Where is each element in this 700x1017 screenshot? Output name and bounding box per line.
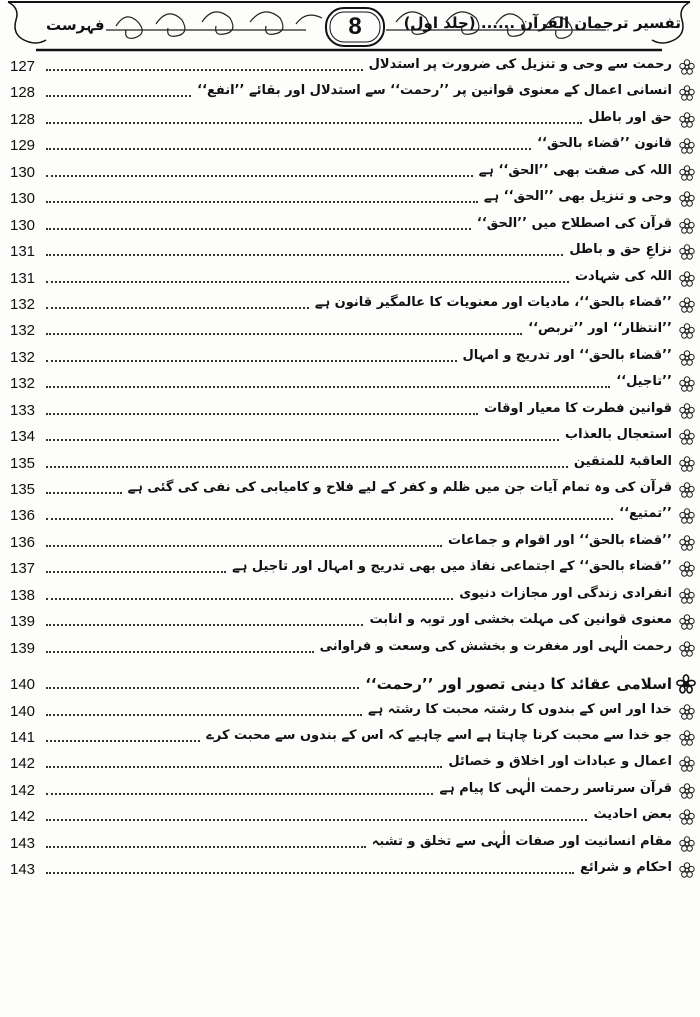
dot-leader (46, 333, 522, 335)
toc-entry-title: احکام و شرائع (574, 860, 672, 875)
toc-entry[interactable] (0, 160, 700, 186)
toc-page-number: 132 (10, 375, 36, 393)
toc-entry-title: وحی و تنزیل بھی ’’الحق‘‘ ہے (478, 189, 672, 204)
dot-leader (46, 598, 453, 600)
toc-entry-title: اللہ کی شہادت (569, 269, 672, 284)
toc-entry-title: استعجال بالعذاب (559, 427, 672, 442)
toc-entry[interactable] (0, 583, 700, 609)
toc-entry-title: اعمال و عبادات اور اخلاق و خصائل (442, 754, 672, 769)
toc-page-number: 127 (10, 58, 36, 75)
dot-leader (46, 571, 226, 573)
toc-entry-title: ’’تمتیع‘‘ (613, 506, 672, 521)
page-header (6, 0, 692, 56)
toc-page-number: 135 (10, 481, 36, 498)
dot-leader (46, 766, 442, 768)
dot-leader (46, 254, 563, 256)
toc-entry[interactable] (0, 424, 700, 450)
dot-leader (46, 492, 122, 494)
flower-bullet-icon (678, 349, 696, 367)
page-number: 8 (348, 13, 362, 40)
flower-bullet-icon (678, 455, 696, 473)
toc-entry[interactable] (0, 239, 700, 265)
toc-page-number: 136 (10, 507, 36, 525)
toc-entry[interactable] (0, 725, 700, 751)
flower-bullet-icon (678, 164, 696, 182)
dot-leader (46, 122, 582, 124)
dot-leader (46, 413, 478, 415)
toc-entry-title: مقام انسانیت اور صفات الٰہی سے تخلق و تشبہ (366, 834, 672, 849)
flower-bullet-icon (678, 217, 696, 235)
toc-entry[interactable] (0, 503, 700, 529)
dot-leader (46, 281, 569, 283)
flower-bullet-icon (676, 674, 696, 694)
toc-page-number: 130 (10, 163, 36, 181)
flower-bullet-icon (678, 428, 696, 446)
toc-page-number: 131 (10, 269, 36, 287)
dot-leader (46, 687, 359, 689)
toc-page-number: 136 (10, 533, 36, 551)
toc-entry-title: قوانین فطرت کا معیار اوقات (478, 401, 672, 416)
toc-entry[interactable] (0, 213, 700, 239)
flower-bullet-icon (678, 560, 696, 578)
toc-entry-title: انفرادی زندگی اور مجازات دنیوی (453, 586, 672, 601)
toc-page-number: 141 (10, 728, 36, 746)
dot-leader (46, 545, 442, 547)
flower-bullet-icon (678, 375, 696, 393)
toc-entry[interactable] (0, 107, 700, 133)
flower-bullet-icon (678, 861, 696, 879)
flower-bullet-icon (678, 84, 696, 102)
toc-entry-title: العاقبۃ للمتقین (568, 454, 672, 469)
flower-bullet-icon (678, 703, 696, 721)
toc-entry-title: نزاعِ حق و باطل (563, 242, 672, 257)
toc-entry-title: جو خدا سے محبت کرنا چاہتا ہے اسے چاہیے کہ اس کے بندوں سے محبت کرے (200, 728, 672, 743)
flower-bullet-icon (678, 729, 696, 747)
flower-bullet-icon (678, 190, 696, 208)
toc-entry[interactable] (0, 831, 700, 857)
flower-bullet-icon (678, 808, 696, 826)
toc-entry[interactable] (0, 636, 700, 662)
toc-entry-title: ’’قضاء بالحق‘‘، مادیات اور معنویات کا عالمگیر قانون ہے (309, 295, 672, 310)
flower-bullet-icon (678, 296, 696, 314)
flower-bullet-icon (678, 835, 696, 853)
dot-leader (46, 714, 362, 716)
toc-page-number: 137 (10, 560, 36, 578)
toc-entry[interactable] (0, 266, 700, 292)
toc-entry[interactable] (0, 54, 700, 80)
dot-leader (46, 466, 568, 468)
dot-leader (46, 439, 559, 441)
toc-page-number: 139 (10, 613, 36, 631)
toc-page-number: 132 (10, 322, 36, 340)
toc-page-number: 140 (10, 676, 36, 694)
toc-entry-title: قرآن کی وہ تمام آیات جن میں ظلم و کفر کے لیے فلاح و کامیابی کی نفی کی گئی ہے (122, 480, 672, 495)
toc-entry[interactable] (0, 345, 700, 371)
toc-section-heading[interactable] (0, 672, 700, 698)
flower-bullet-icon (678, 402, 696, 420)
section-name: فہرست (46, 16, 105, 34)
toc-entry[interactable] (0, 80, 700, 106)
toc-entry[interactable] (0, 804, 700, 830)
dot-leader (46, 201, 478, 203)
toc-entry-title: خدا اور اس کے بندوں کا رشتہ محبت کا رشتہ ہے (362, 702, 672, 717)
flower-bullet-icon (678, 534, 696, 552)
flower-bullet-icon (678, 755, 696, 773)
toc-entry-title: رحمت الٰہی اور مغفرت و بخشش کی وسعت و فراوانی (314, 639, 672, 654)
dot-leader (46, 518, 613, 520)
toc-page-number: 133 (10, 401, 36, 419)
flower-bullet-icon (678, 587, 696, 605)
toc-page-number: 143 (10, 834, 36, 852)
flower-bullet-icon (678, 58, 696, 76)
flower-bullet-icon (678, 613, 696, 631)
dot-leader (46, 846, 366, 848)
toc-entry-title: اسلامی عقائد کا دینی تصور اور ’’رحمت‘‘ (359, 675, 672, 693)
toc-entry-title: ’’قضاء بالحق‘‘ کے اجتماعی نفاذ میں بھی تدریج و امہال اور تاجیل ہے (226, 559, 672, 574)
toc-page-number: 140 (10, 702, 36, 720)
toc-page-number: 128 (10, 110, 36, 128)
toc-entry[interactable] (0, 371, 700, 397)
toc-entry-title: ’’تاجیل‘‘ (610, 374, 672, 389)
toc-page-number: 129 (10, 137, 36, 155)
toc-page-number: 128 (10, 84, 36, 102)
toc-page-number: 132 (10, 348, 36, 366)
dot-leader (46, 148, 531, 150)
toc-entry[interactable] (0, 530, 700, 556)
flower-bullet-icon (678, 270, 696, 288)
toc-page-number: 142 (10, 808, 36, 826)
dot-leader (46, 624, 363, 626)
toc-entry-title: حق اور باطل (582, 110, 672, 125)
dot-leader (46, 386, 610, 388)
toc-entry-title: معنوی قوانین کی مہلت بخشی اور توبہ و انابت (363, 612, 672, 627)
toc-entry-title: اللہ کی صفت بھی ’’الحق‘‘ ہے (473, 163, 672, 178)
toc-page-number: 135 (10, 454, 36, 472)
toc-entry[interactable] (0, 318, 700, 344)
toc-page-number: 130 (10, 216, 36, 234)
dot-leader (46, 228, 471, 230)
flower-bullet-icon (678, 243, 696, 261)
toc-page-number: 143 (10, 861, 36, 879)
flower-bullet-icon (678, 481, 696, 499)
toc-entry-title: انسانی اعمال کے معنوی قوانین پر ’’رحمت‘‘ سے استدلال اور بقائے ’’انفع‘‘ (191, 83, 672, 98)
table-of-contents (0, 54, 700, 884)
toc-page-number: 138 (10, 586, 36, 604)
dot-leader (46, 69, 363, 71)
toc-entry[interactable] (0, 133, 700, 159)
flower-bullet-icon (678, 507, 696, 525)
dot-leader (46, 175, 473, 177)
toc-entry-title: قانون ’’قضاء بالحق‘‘ (531, 136, 672, 151)
toc-entry-title: ’’انتظار‘‘ اور ’’تربص‘‘ (522, 321, 672, 336)
dot-leader (46, 95, 191, 97)
toc-page-number: 134 (10, 428, 36, 446)
flower-bullet-icon (678, 640, 696, 658)
toc-entry[interactable] (0, 609, 700, 635)
toc-page-number: 130 (10, 190, 36, 208)
toc-entry[interactable] (0, 477, 700, 503)
toc-entry[interactable] (0, 556, 700, 582)
toc-page-number: 139 (10, 639, 36, 657)
toc-page-number: 132 (10, 295, 36, 313)
flower-bullet-icon (678, 322, 696, 340)
flower-bullet-icon (678, 782, 696, 800)
toc-entry-title: ’’قضاء بالحق‘‘ اور تدریج و امہال (457, 348, 672, 363)
flower-bullet-icon (678, 111, 696, 129)
toc-entry-title: قرآن سرتاسر رحمت الٰہی کا پیام ہے (433, 781, 672, 796)
toc-entry[interactable] (0, 292, 700, 318)
toc-entry-title: ’’قضاء بالحق‘‘ اور اقوام و جماعات (442, 533, 672, 548)
toc-entry[interactable] (0, 778, 700, 804)
toc-entry-title: قرآن کی اصطلاح میں ’’الحق‘‘ (471, 216, 672, 231)
book-title: تفسیر ترجمان القرآن ...... (جلد اول) (403, 14, 681, 32)
toc-entry-title: بعض احادیث (587, 807, 672, 822)
toc-entry[interactable] (0, 451, 700, 477)
toc-page-number: 131 (10, 243, 36, 261)
dot-leader (46, 360, 457, 362)
toc-entry[interactable] (0, 751, 700, 777)
toc-entry[interactable] (0, 699, 700, 725)
toc-page-number: 142 (10, 755, 36, 773)
dot-leader (46, 793, 433, 795)
dot-leader (46, 740, 200, 742)
dot-leader (46, 819, 587, 821)
flower-bullet-icon (678, 137, 696, 155)
toc-entry[interactable] (0, 857, 700, 883)
dot-leader (46, 651, 314, 653)
dot-leader (46, 307, 309, 309)
toc-entry[interactable] (0, 398, 700, 424)
toc-entry[interactable] (0, 186, 700, 212)
toc-page-number: 142 (10, 781, 36, 799)
toc-entry-title: رحمت سے وحی و تنزیل کی ضرورت پر استدلال (363, 57, 672, 72)
dot-leader (46, 872, 574, 874)
